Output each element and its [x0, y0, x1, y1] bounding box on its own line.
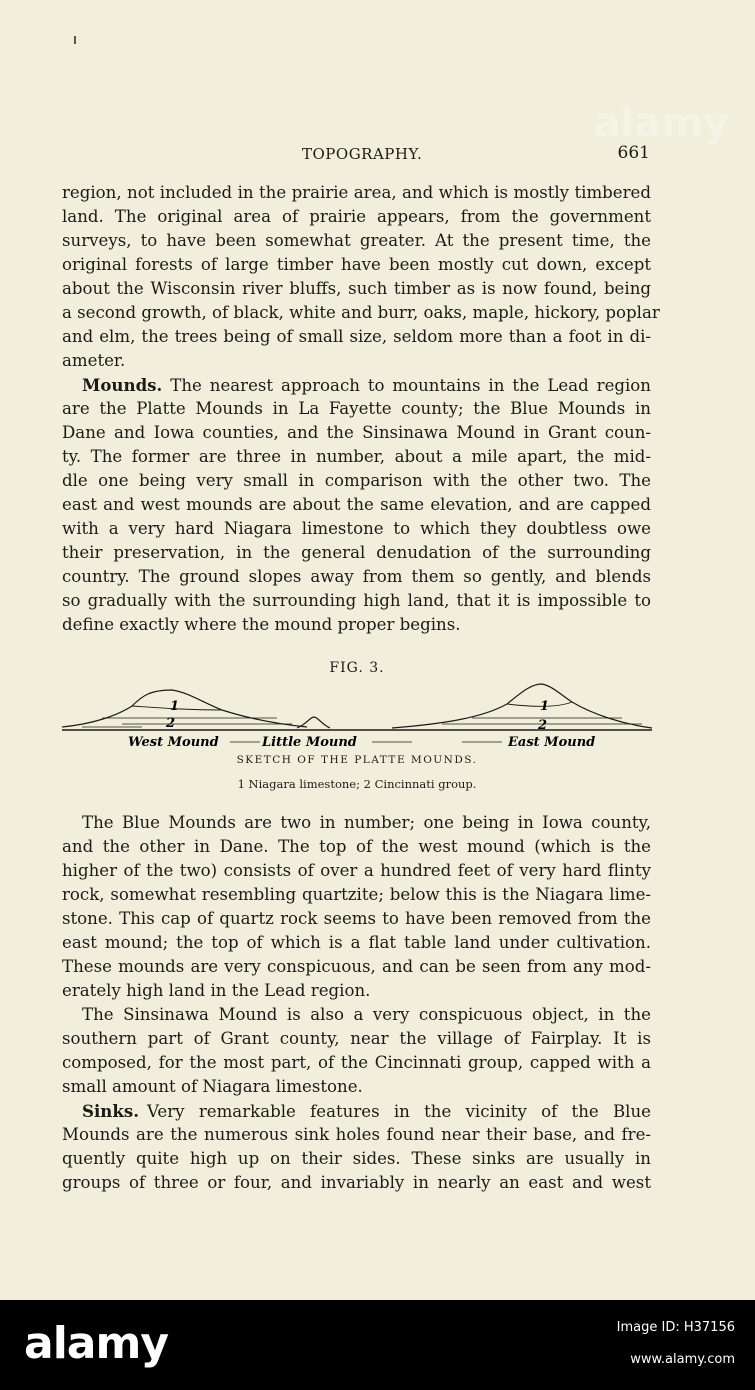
figure-caption: SKETCH OF THE PLATTE MOUNDS.	[236, 754, 478, 766]
alamy-logo: alamy	[24, 1318, 168, 1369]
page-header	[62, 143, 652, 167]
text-line: The Blue Mounds are two in number; one being in Iowa county,	[82, 813, 651, 832]
little-mound-label: Little Mound	[262, 735, 357, 750]
text-line	[62, 1099, 651, 1123]
text-line: Dane and Iowa counties, and the Sinsinawa Mound in Grant coun-	[62, 423, 651, 442]
text-line: land. The original area of prairie appears, from the government	[62, 207, 651, 226]
stock-footer-bar	[0, 1300, 755, 1390]
text-line: higher of the two) consists of over a hundred feet of very hard flinty	[62, 861, 651, 880]
text-line: so gradually with the surrounding high land, that it is impossible to	[62, 591, 651, 610]
text-line: are the Platte Mounds in La Fayette county; the Blue Mounds in	[62, 399, 651, 418]
paragraph-mounds	[62, 373, 651, 637]
text-line: with a very hard Niagara limestone to which they doubtless owe	[62, 519, 651, 538]
east-mound-outline	[392, 684, 652, 728]
west-strata	[82, 718, 292, 727]
text-line	[62, 373, 651, 397]
text-line: stone. This cap of quartz rock seems to have been removed from the	[62, 909, 651, 928]
paragraph-sinsinawa	[62, 1003, 651, 1099]
text-line: define exactly where the mound proper begins.	[62, 615, 461, 634]
west-mound-outline	[62, 690, 307, 727]
text-line: small amount of Niagara limestone.	[62, 1077, 363, 1096]
text-line: Mounds are the numerous sink holes found near their base, and fre-	[62, 1125, 651, 1144]
text-line-body: Very remarkable features in the vicinity of the Blue	[146, 1102, 651, 1121]
text-line-body: The nearest approach to mountains in the Lead region	[170, 376, 651, 395]
text-line: east and west mounds are about the same elevation, and are capped	[62, 495, 651, 514]
text-line: original forests of large timber have been mostly cut down, except	[62, 255, 651, 274]
text-line: dle one being very small in comparison with the other two. The	[62, 471, 651, 490]
east-mound-label: East Mound	[508, 735, 596, 750]
page-blemish	[74, 36, 76, 44]
west-mound-stratum-2: 2	[166, 716, 176, 731]
text-line: east mound; the top of which is a flat table land under cultivation.	[62, 933, 651, 952]
site-url: www.alamy.com	[630, 1352, 735, 1367]
text-line: ty. The former are three in number, about a mile apart, the mid-	[62, 447, 651, 466]
text-line: These mounds are very conspicuous, and can be seen from any mod-	[62, 957, 651, 976]
text-line: groups of three or four, and invariably in nearly an east and west	[62, 1173, 651, 1192]
text-line: region, not included in the prairie area, and which is mostly timbered	[62, 183, 651, 202]
section-heading-mounds: Mounds.	[82, 375, 163, 395]
text-line: ameter.	[62, 351, 126, 370]
west-mound-label: West Mound	[128, 735, 219, 750]
platte-mounds-sketch	[62, 680, 652, 762]
text-line: a second growth, of black, white and burr, oaks, maple, hickory, poplar	[62, 303, 660, 322]
text-line: surveys, to have been somewhat greater. At the present time, the	[62, 231, 651, 250]
text-line: quently quite high up on their sides. These sinks are usually in	[62, 1149, 651, 1168]
text-line: erately high land in the Lead region.	[62, 981, 371, 1000]
text-line: about the Wisconsin river bluffs, such timber as is now found, being	[62, 279, 651, 298]
text-line: their preservation, in the general denudation of the surrounding	[62, 543, 651, 562]
text-line: rock, somewhat resembling quartzite; below this is the Niagara lime-	[62, 885, 651, 904]
watermark: alamy	[593, 100, 729, 146]
text-line: southern part of Grant county, near the village of Fairplay. It is	[62, 1029, 651, 1048]
paragraph-blue-mounds	[62, 811, 651, 1003]
east-mound-stratum-2: 2	[538, 718, 548, 733]
east-mound-stratum-1: 1	[540, 699, 550, 714]
text-line: and elm, the trees being of small size, seldom more than a foot in di-	[62, 327, 651, 346]
west-mound-stratum-1: 1	[170, 699, 180, 714]
figure-label: FIG. 3.	[329, 660, 385, 676]
section-heading-sinks: Sinks.	[82, 1101, 139, 1121]
figure-legend: 1 Niagara limestone; 2 Cincinnati group.	[237, 777, 477, 791]
text-line: country. The ground slopes away from them so gently, and blends	[62, 567, 651, 586]
paragraph-sinks	[62, 1099, 651, 1195]
page-number: 661	[617, 143, 650, 163]
paragraph-timber	[62, 181, 660, 373]
running-head: TOPOGRAPHY.	[302, 145, 423, 163]
image-id: Image ID: H37156	[616, 1320, 735, 1335]
text-line: composed, for the most part, of the Cincinnati group, capped with a	[62, 1053, 651, 1072]
text-line: The Sinsinawa Mound is also a very conspicuous object, in the	[82, 1005, 651, 1024]
text-line: and the other in Dane. The top of the west mound (which is the	[62, 837, 651, 856]
